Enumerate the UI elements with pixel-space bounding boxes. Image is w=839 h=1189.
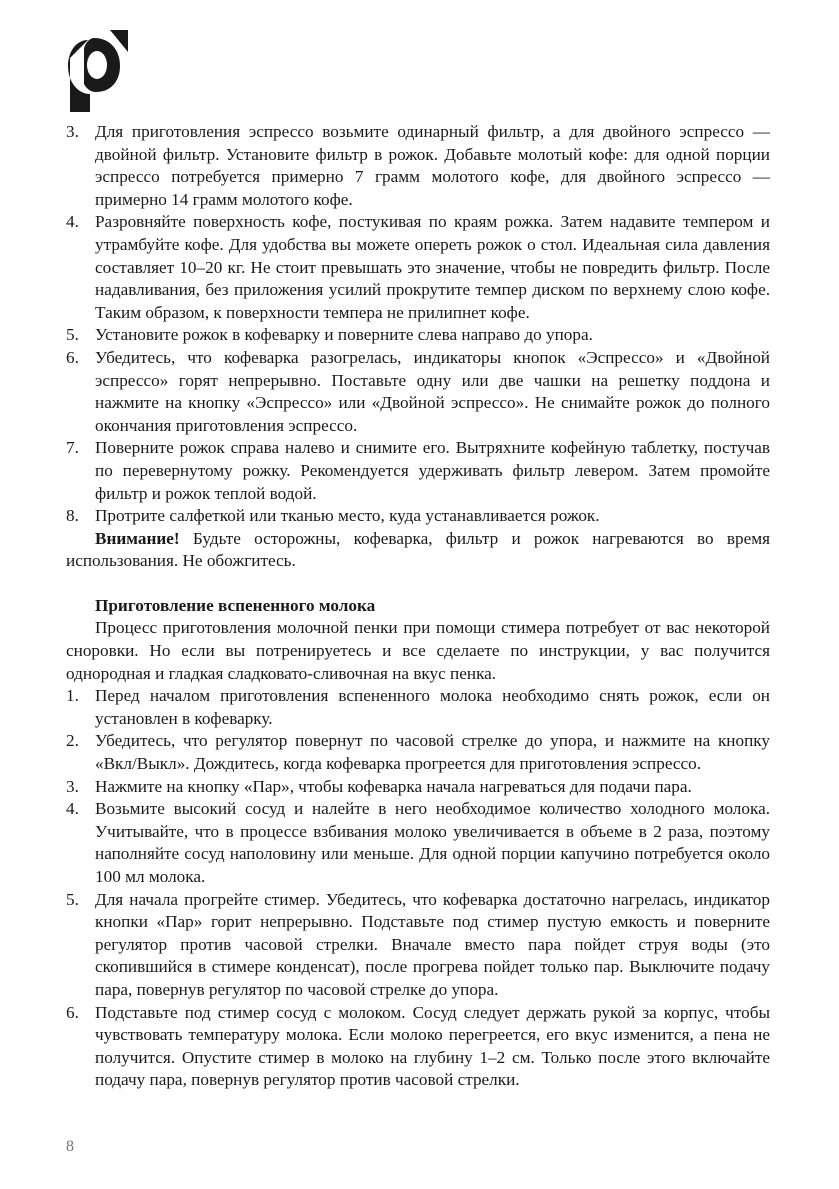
list-item: 3. Для приготовления эспрессо возьмите одинарный фильтр, а для двойного эспрессо — двойной фильтр. Установите фильтр в рожок. Добавьте молотый кофе: для одной порции эспрессо потребуется примерно 7 грамм молотого кофе, для двойного эспрессо — примерно 14 грамм молотого кофе. [66, 122, 770, 209]
warning-text: Будьте осторожны, кофеварка, фильтр и рожок нагреваются во время использования. Не обожгитесь. [66, 528, 770, 571]
instructions-list [66, 121, 770, 528]
list-item: 2. Убедитесь, что регулятор повернут по часовой стрелке до упора, и нажмите на кнопку «Вкл/Выкл». Дождитесь, когда кофеварка прогреется для приготовления эспрессо. [66, 731, 770, 774]
list-item: 4. Возьмите высокий сосуд и налейте в него необходимое количество холодного молока. Учитывайте, что в процессе взбивания молоко увеличивается в объеме в 2 раза, поэтому наполняйте сосуд наполовину или меньше. Для одной порции капучино потребуется около 100 мл молока. [66, 799, 770, 886]
list-item: 3. Нажмите на кнопку «Пар», чтобы кофеварка начала нагреваться для подачи пара. [66, 776, 692, 796]
section-title: Приготовление вспененного молока [95, 595, 376, 615]
list-item: 5. Установите рожок в кофеварку и поверните слева направо до упора. [66, 325, 593, 345]
list-item: 7. Поверните рожок справа налево и снимите его. Вытряхните кофейную таблетку, постучав по перевернутому рожку. Рекомендуется удерживать фильтр левером. Затем промойте фильтр и рожок теплой водой. [66, 438, 770, 503]
list-item: 6. Убедитесь, что кофеварка разогрелась, индикаторы кнопок «Эспрессо» и «Двойной эспрессо» горят непрерывно. Поставьте одну или две чашки на решетку поддона и нажмите на кнопку «Эспрессо» или «Двойной эспрессо». Не снимайте рожок до полного окончания приготовления эспрессо. [66, 347, 770, 435]
brand-logo-icon [66, 30, 128, 112]
list-item: 4. Разровняйте поверхность кофе, постукивая по краям рожка. Затем надавите темпером и утрамбуйте кофе. Для удобства вы можете опереть рожок о стол. Идеальная сила давления составляет 10–20 кг. Не стоит превышать это значение, чтобы не повредить фильтр. После надавливания, без приложения усилий прокрутите темпер диском по верхнему слою кофе. Таким образом, к поверхности темпера не прилипнет кофе. [66, 212, 770, 322]
page-content [66, 121, 770, 1092]
milk-steps-list [66, 685, 770, 1092]
list-item: 5. Для начала прогрейте стимер. Убедитесь, что кофеварка достаточно нагрелась, индикатор кнопки «Пар» горит непрерывно. Подставьте под стимер пустую емкость и поверните регулятор против часовой стрелки. Вначале вместо пара пойдет струя воды (это скопившийся в стимере конденсат), после прогрева пойдет только пар. Выключите подачу пара, повернув регулятор по часовой стрелке до упора. [66, 889, 770, 999]
list-item: 8. Протрите салфеткой или тканью место, куда устанавливается рожок. [66, 506, 600, 526]
warning-label: Внимание! [95, 528, 180, 548]
page-number: 8 [66, 1138, 74, 1155]
section-intro: Процесс приготовления молочной пенки при помощи стимера потребует от вас некоторой сноровки. Но если вы потренируетесь и все сделаете по инструкции, у вас получится однородная и гладкая сладковато-сливочная на вкус пенка. [66, 618, 770, 683]
list-item: 6. Подставьте под стимер сосуд с молоком. Сосуд следует держать рукой за корпус, чтобы чувствовать температуру молока. Если молоко перегреется, его вкус изменится, а пена не получится. Опустите стимер в молоко на глубину 1–2 см. Только после этого включайте подачу пара, повернув регулятор против часовой стрелки. [66, 1002, 770, 1090]
warning-paragraph [66, 528, 770, 573]
list-item: 1. Перед началом приготовления вспененного молока необходимо снять рожок, если он установлен в кофеварку. [66, 686, 770, 728]
